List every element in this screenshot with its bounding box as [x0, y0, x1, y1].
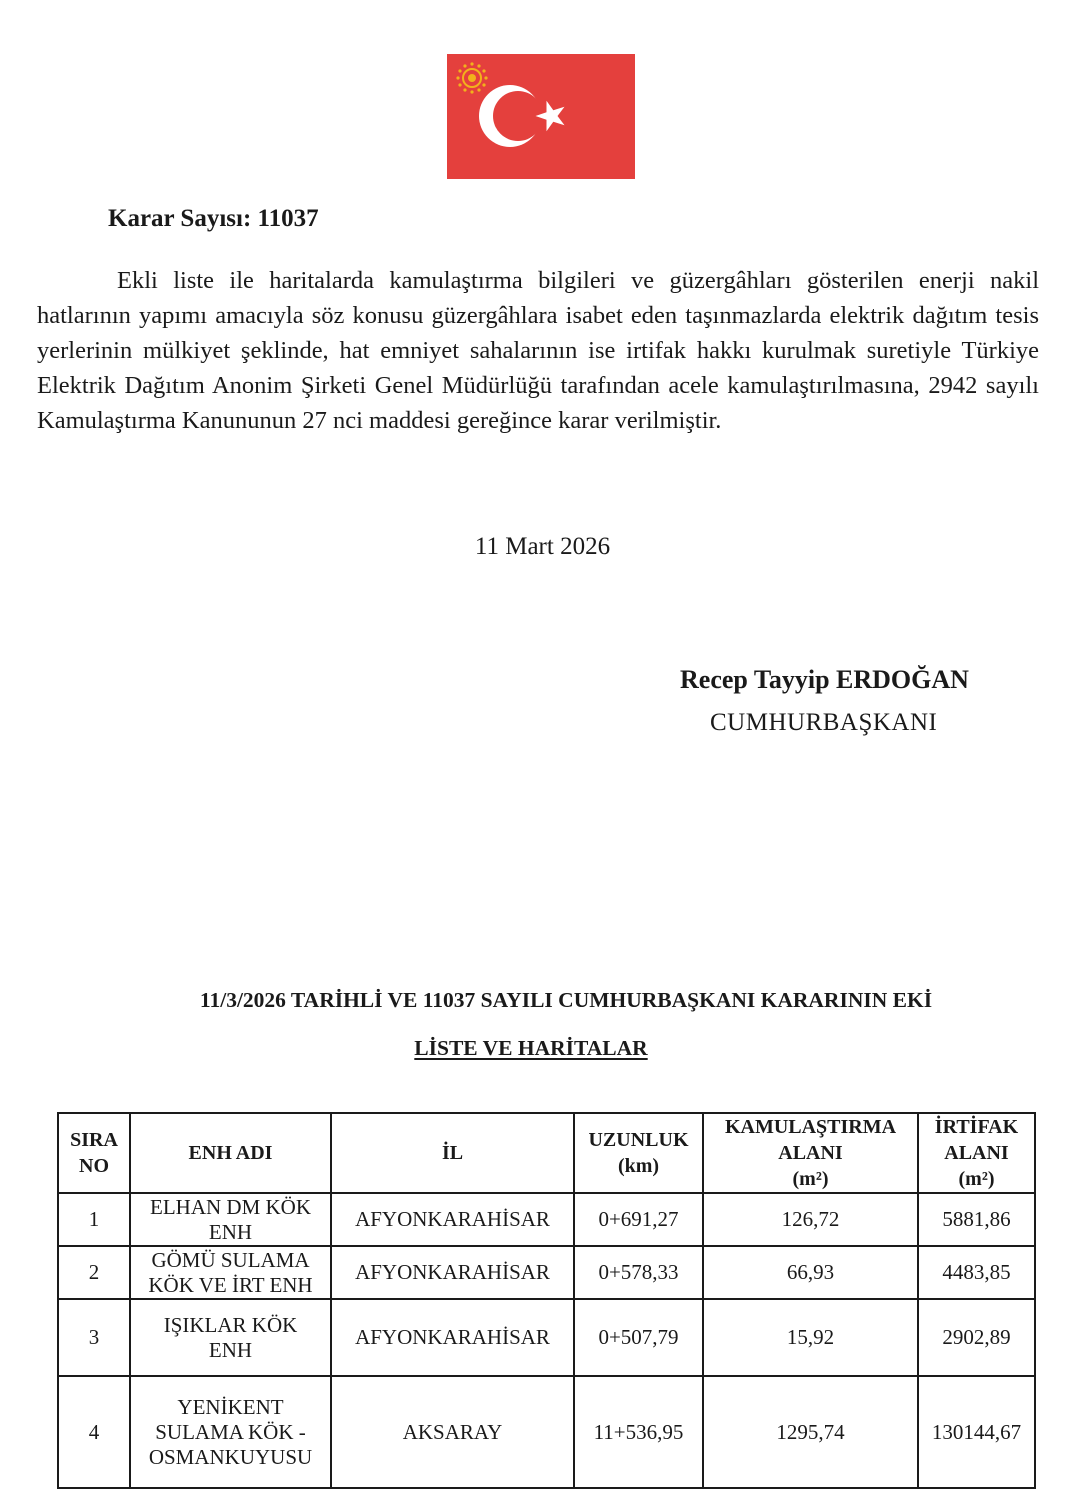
- turkish-flag-icon: [447, 54, 635, 179]
- cell-no: 1: [58, 1193, 130, 1246]
- cell-enh-name-line: ENH: [208, 1337, 253, 1362]
- header-kamulastirma-line1: KAMULAŞTIRMA: [724, 1116, 897, 1138]
- cell-enh-name-line: SULAMA KÖK -: [155, 1419, 306, 1444]
- header-kamulastirma-line2: ALANI: [778, 1142, 843, 1164]
- cell-irtifak: 5881,86: [918, 1193, 1035, 1246]
- cell-uzunluk: 0+578,33: [574, 1246, 703, 1299]
- cell-irtifak: 4483,85: [918, 1246, 1035, 1299]
- cell-il: AKSARAY: [331, 1376, 574, 1488]
- annex-subtitle: LİSTE VE HARİTALAR: [414, 1036, 648, 1060]
- table-row: [58, 1299, 1035, 1376]
- header-uzunluk-line: UZUNLUK: [588, 1129, 689, 1151]
- header-no-line: NO: [79, 1155, 109, 1177]
- table-header-row: [58, 1113, 1035, 1193]
- cell-enh-name: [130, 1376, 331, 1488]
- cell-enh-name-line: ENH: [208, 1219, 253, 1244]
- header-irtifak-unit: (m²): [958, 1168, 995, 1190]
- header-uzunluk-unit: (km): [617, 1155, 660, 1177]
- cell-no: 2: [58, 1246, 130, 1299]
- decision-date: 11 Mart 2026: [474, 533, 611, 560]
- cell-uzunluk: 0+691,27: [574, 1193, 703, 1246]
- cell-kamulastirma: 15,92: [703, 1299, 918, 1376]
- cell-kamulastirma: 1295,74: [703, 1376, 918, 1488]
- cell-no: 3: [58, 1299, 130, 1376]
- expropriation-table: [57, 1112, 1036, 1489]
- cell-uzunluk: 11+536,95: [574, 1376, 703, 1488]
- header-uzunluk: [574, 1113, 703, 1193]
- cell-uzunluk: 0+507,79: [574, 1299, 703, 1376]
- cell-enh-name: [130, 1246, 331, 1299]
- header-irtifak-line1: İRTİFAK: [934, 1116, 1019, 1138]
- signer-name: Recep Tayyip ERDOĞAN: [680, 665, 969, 694]
- header-sira-line: SIRA: [70, 1129, 118, 1151]
- annex-title: 11/3/2026 TARİHLİ VE 11037 SAYILI CUMHURBAŞKANI KARARININ EKİ: [199, 988, 933, 1012]
- header-sira-no: [58, 1113, 130, 1193]
- cell-irtifak: 2902,89: [918, 1299, 1035, 1376]
- cell-enh-name-line: OSMANKUYUSU: [148, 1444, 313, 1469]
- flag-graphic: [447, 54, 635, 179]
- decision-paragraph: Ekli liste ile haritalarda kamulaştırma bilgileri ve güzergâhları gösterilen enerji nakil hatlarının yapımı amacıyla söz konusu güzergâhlara isabet eden taşınmazlarda elektrik dağıtım tesis yerlerinin mülkiyet şeklinde, hat emniyet sahalarının ise irtifak hakkı kurulmak suretiyle Türkiye Elektrik Dağıtım Anonim Şirketi Genel Müdürlüğü tarafından acele kamulaştırılmasına, 2942 sayılı Kamulaştırma Kanununun 27 nci maddesi gereğince karar verilmiştir.: [37, 267, 1039, 434]
- cell-irtifak: 130144,67: [918, 1376, 1035, 1488]
- cell-kamulastirma: 126,72: [703, 1193, 918, 1246]
- cell-enh-name-line: ELHAN DM KÖK: [150, 1194, 311, 1219]
- cell-enh-name: [130, 1193, 331, 1246]
- cell-il: AFYONKARAHİSAR: [331, 1246, 574, 1299]
- table-row: [58, 1193, 1035, 1246]
- cell-enh-name-line: KÖK VE İRT ENH: [148, 1272, 313, 1297]
- header-enh-adi: ENH ADI: [130, 1113, 331, 1193]
- table-row: [58, 1376, 1035, 1488]
- header-il: İL: [331, 1113, 574, 1193]
- cell-no: 4: [58, 1376, 130, 1488]
- cell-il: AFYONKARAHİSAR: [331, 1193, 574, 1246]
- header-kamulastirma: [703, 1113, 918, 1193]
- table-row: [58, 1246, 1035, 1299]
- cell-enh-name-line: YENİKENT: [177, 1394, 284, 1419]
- cell-enh-name: [130, 1299, 331, 1376]
- header-irtifak-line2: ALANI: [944, 1142, 1009, 1164]
- decision-number: Karar Sayısı: 11037: [108, 205, 319, 232]
- header-kamulastirma-unit: (m²): [792, 1168, 829, 1190]
- cell-enh-name-line: GÖMÜ SULAMA: [151, 1247, 310, 1272]
- cell-enh-name-line: IŞIKLAR KÖK: [163, 1312, 298, 1337]
- header-irtifak: [918, 1113, 1035, 1193]
- cell-kamulastirma: 66,93: [703, 1246, 918, 1299]
- cell-il: AFYONKARAHİSAR: [331, 1299, 574, 1376]
- signer-title: CUMHURBAŞKANI: [710, 709, 938, 736]
